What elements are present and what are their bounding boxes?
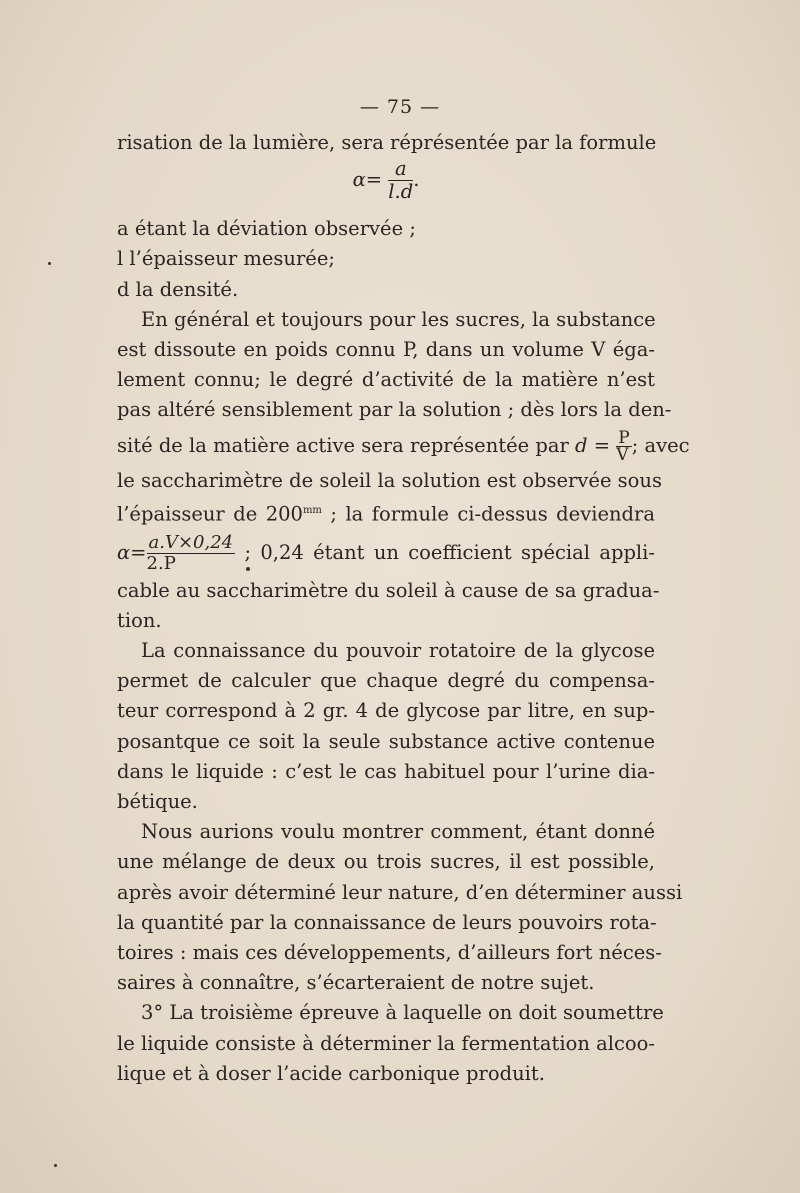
text-line: le liquide consiste à déterminer la fermentation alcoo- (117, 1031, 655, 1055)
formula-alpha (117, 158, 655, 214)
fraction-numerator: P (618, 427, 630, 448)
density-line (117, 426, 690, 466)
text-line: après avoir déterminé leur nature, d’en déterminer aussi (117, 880, 683, 904)
fraction-denominator: V (616, 444, 629, 465)
text-line: saires à connaître, s’écarteraient de notre sujet. (117, 971, 595, 995)
formula-lhs: α= (352, 168, 383, 192)
text-span: ; avec (631, 433, 690, 457)
text-line: En général et toujours pour les sucres, la substance (141, 307, 656, 331)
formula-denominator: 2.P (146, 552, 176, 574)
text-line: une mélange de deux ou trois sucres, il est possible, (117, 850, 655, 874)
unit-superscript: mm (302, 504, 322, 516)
text-line-200mm (117, 496, 655, 530)
text-line: dans le liquide : c’est le cas habituel pour l’urine dia- (117, 759, 655, 783)
formula-denominator: l.d (388, 180, 414, 204)
text-line: tion. (117, 608, 162, 632)
text-span: sité de la matière active sera représentée par (117, 433, 569, 457)
text-line: 3° La troisième épreuve à laquelle on doit soumettre (141, 1001, 664, 1025)
text-span: l’épaisseur de 200 (117, 502, 303, 526)
text-line: permet de calculer que chaque degré du compensa- (117, 669, 655, 693)
text-span: ; la formule ci-dessus deviendra (321, 502, 655, 526)
text-line: risation de la lumière, sera réprésentée par la formule (117, 131, 657, 154)
density-symbol: d = (575, 433, 611, 457)
ink-speck (54, 1164, 57, 1167)
page-number: — 75 — (359, 96, 441, 118)
text-line: le saccharimètre de soleil la solution est observée sous (117, 468, 662, 492)
formula-lhs: α= (117, 540, 147, 564)
density-fraction (616, 427, 631, 465)
text-line: toires : mais ces développements, d’ailleurs fort néces- (117, 940, 662, 964)
formula-fraction (147, 533, 236, 574)
ink-speck (48, 262, 51, 265)
text-line: lique et à doser l’acide carbonique produit. (117, 1061, 545, 1085)
text-line: Nous aurions voulu montrer comment, étant donné (141, 820, 655, 844)
text-line: bétique. (117, 789, 198, 813)
definition-d: d la densité. (117, 277, 239, 301)
text-line: est dissoute en poids connu P, dans un volume V éga- (117, 338, 655, 362)
text-line: lement connu; le degré d’activité de la matière n’est (117, 368, 655, 392)
definition-a: a étant la déviation observée ; (117, 217, 416, 241)
ink-speck (246, 567, 250, 571)
text-line: cable au saccharimètre du soleil à cause de sa gradua- (117, 578, 660, 602)
body-text (117, 128, 690, 1089)
formula-line (117, 530, 655, 576)
text-line: posantque ce soit la seule substance active contenue (117, 729, 655, 753)
formula-tail: . (413, 168, 420, 192)
definition-l: l l’épaisseur mesurée; (117, 247, 335, 271)
text-line: pas altéré sensiblement par la solution ; dès lors la den- (117, 398, 672, 422)
formula-numerator: a (388, 158, 413, 181)
text-line: teur correspond à 2 gr. 4 de glycose par litre, en sup- (117, 699, 655, 723)
text-line: la quantité par la connaissance de leurs pouvoirs rota- (117, 910, 657, 934)
formula-fraction (388, 158, 413, 203)
text-span: ; 0,24 étant un coefficient spécial appli- (244, 540, 655, 564)
text-line: La connaissance du pouvoir rotatoire de la glycose (141, 638, 655, 662)
formula-numerator: a.V×0,24 (148, 531, 234, 553)
